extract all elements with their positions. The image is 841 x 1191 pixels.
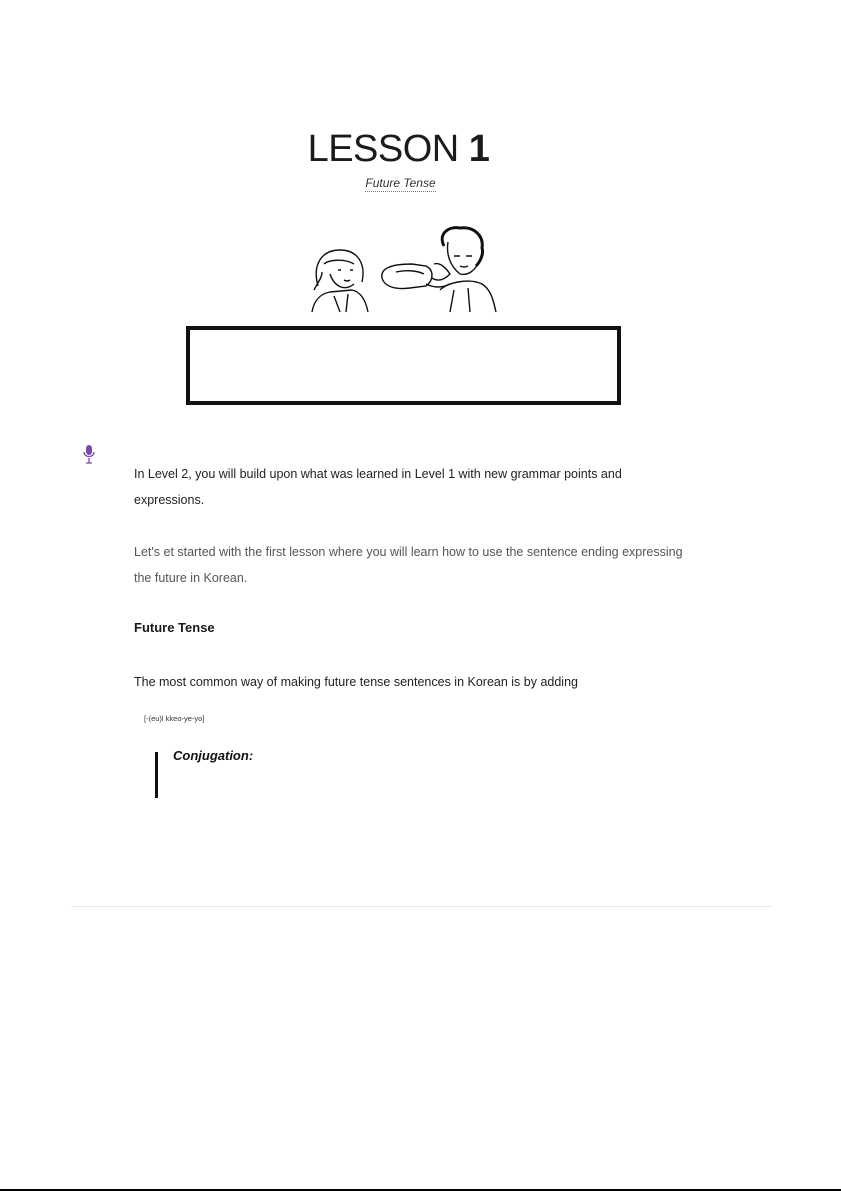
lesson-subtitle — [0, 176, 801, 190]
boy-figure — [426, 228, 496, 312]
lesson-title — [0, 128, 797, 171]
microphone-icon[interactable] — [81, 444, 97, 466]
common-way-paragraph: The most common way of making future tense sentences in Korean is by adding — [134, 675, 578, 689]
section-heading: Future Tense — [134, 620, 215, 635]
conjugation-label: Conjugation: — [173, 748, 254, 763]
image-placeholder-box — [186, 326, 621, 405]
lesson-subtitle-text: Future Tense — [365, 176, 436, 190]
lesson-word: LESSON — [307, 128, 459, 170]
romanization-text: [-(eu)l kkeo-ye-yo] — [144, 714, 205, 723]
intro-paragraph: In Level 2, you will build upon what was learned in Level 1 with new grammar points and expressions. — [134, 467, 622, 507]
lesson-number: 1 — [468, 128, 490, 170]
lets-start-paragraph: Let's et started with the first lesson where you will learn how to use the sentence ending expressing the future in Korean. — [134, 545, 683, 585]
girl-figure — [312, 250, 368, 312]
illustration-two-people — [300, 224, 510, 316]
quote-bar — [155, 752, 158, 798]
tube-object — [382, 264, 432, 289]
section-divider — [71, 906, 771, 907]
